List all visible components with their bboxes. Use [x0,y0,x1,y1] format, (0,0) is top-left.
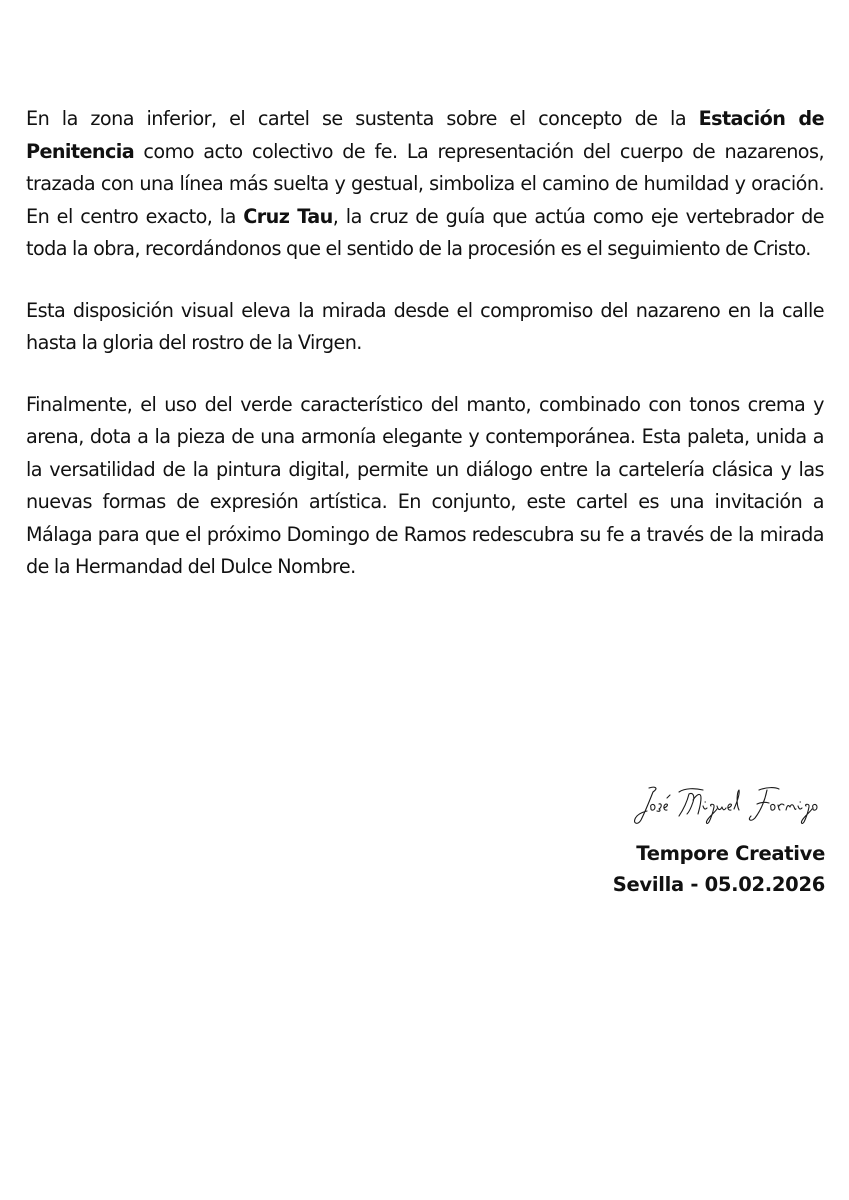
highlight-estacion-de-penitencia: Estación de Penitencia [26,107,824,163]
highlight-cruz-tau: Cruz Tau [243,204,333,228]
signature-block [465,776,825,900]
paragraph-estacion-penitencia [26,103,824,266]
place-and-date: Sevilla - 05.02.2026 [612,873,825,896]
paragraph-disposicion-visual: Esta disposición visual eleva la mirada desde el compromiso del nazareno en la calle hasta la gloria del rostro de la Virgen. [26,298,824,354]
paragraph-1-text-b: como acto colectivo de fe. La representación del cuerpo de nazarenos, trazada con una línea más suelta y gestual, simboliza el camino de humildad y oración. En el centro exacto, la [26,139,824,228]
paragraph-1-text-c: , la cruz de guía que actúa como eje vertebrador de toda la obra, recordándonos que el sentido de la procesión es el seguimiento de Cristo. [26,204,824,260]
paragraph-1-text-a: En la zona inferior, el cartel se sustenta sobre el concepto de la [26,107,699,130]
paragraph-paleta-color: Finalmente, el uso del verde característico del manto, combinado con tonos crema y arena, dota a la pieza de una armonía elegante y contemporánea. Esta paleta, unida a la versatilidad de la pintura digital, permite un diálogo entre la cartelería clásica y las nuevas formas de expresión artística. En conjunto, este cartel es una invitación a Málaga para que el próximo Domingo de Ramos redescubra su fe a través de la mirada de la Hermandad del Dulce Nombre. [26,392,824,578]
company-name: Tempore Creative [636,842,825,865]
document-body [26,103,824,613]
handwritten-signature-image [629,776,825,832]
